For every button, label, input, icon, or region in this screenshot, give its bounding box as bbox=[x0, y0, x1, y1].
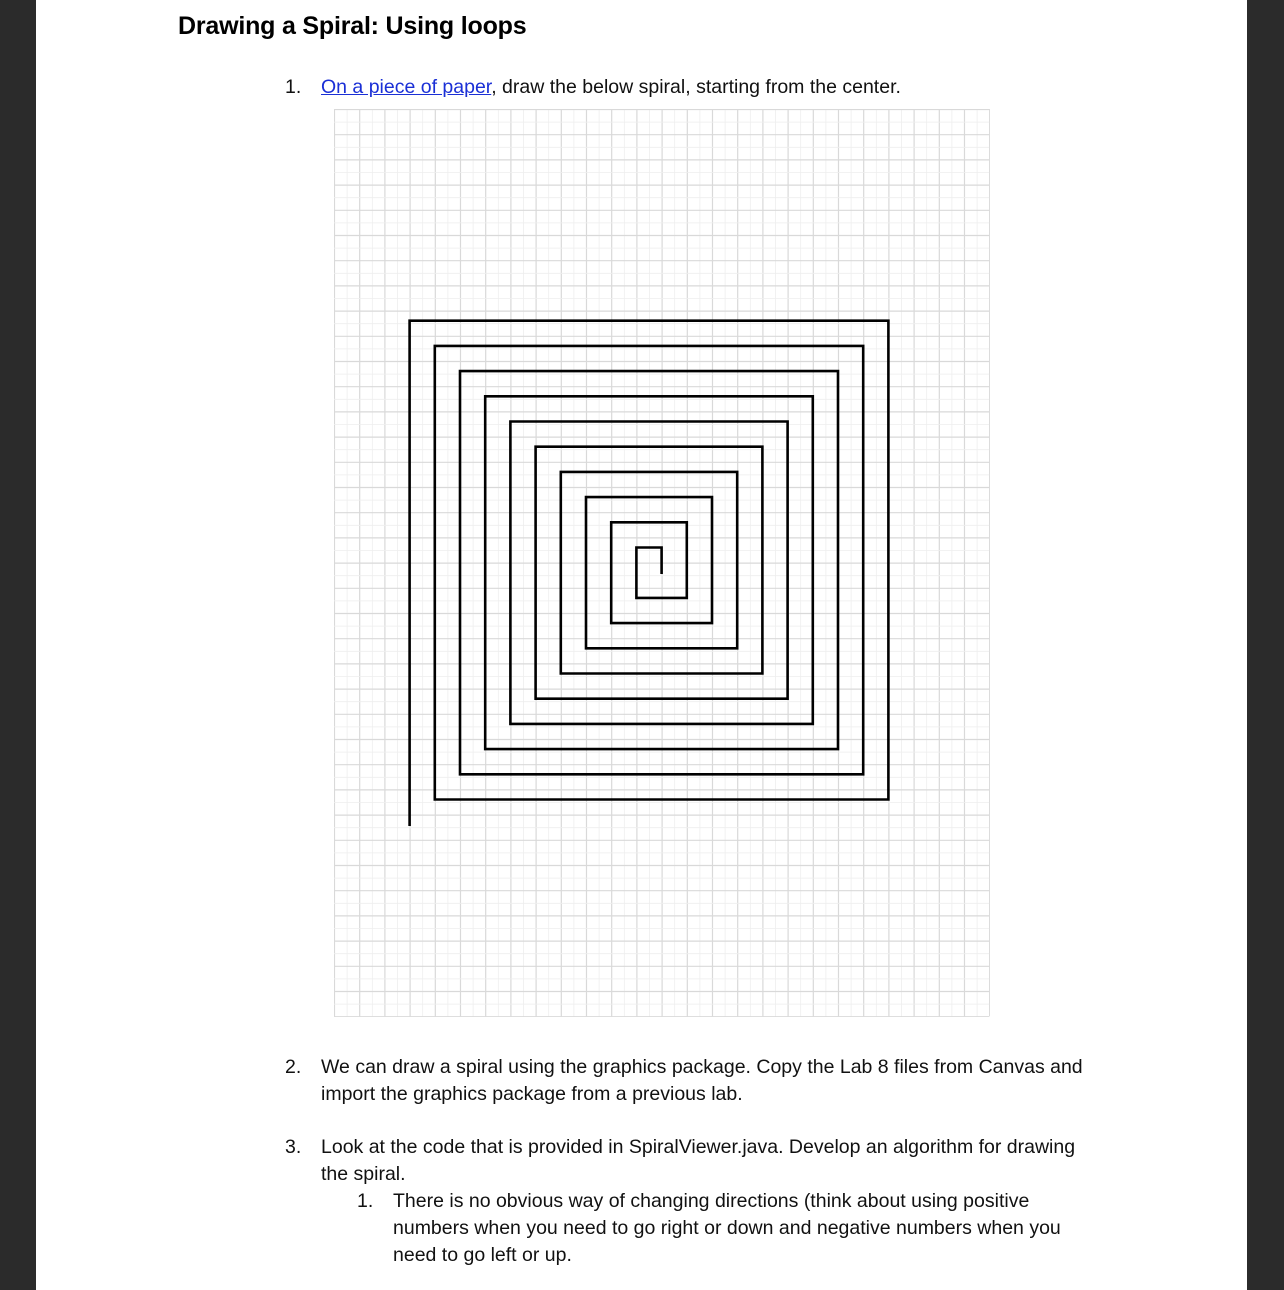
spiral-path bbox=[410, 321, 889, 825]
step-number: 3. bbox=[285, 1136, 302, 1158]
substep-line-1: There is no obvious way of changing directions (think about using positive bbox=[393, 1190, 1030, 1212]
substep-line-3: need to go left or up. bbox=[393, 1244, 572, 1266]
step-1-text-block bbox=[321, 74, 901, 101]
page-title: Drawing a Spiral: Using loops bbox=[178, 12, 527, 40]
step-number: 2. bbox=[285, 1056, 302, 1078]
document-page bbox=[36, 0, 1247, 1290]
graph-paper-figure bbox=[334, 109, 990, 1017]
step-3-line-2: the spiral. bbox=[321, 1163, 406, 1185]
substep-number: 1. bbox=[357, 1190, 374, 1212]
step-3-line-1: Look at the code that is provided in SpiralViewer.java. Develop an algorithm for drawing bbox=[321, 1136, 1076, 1158]
step-1-text: , draw the below spiral, starting from the center. bbox=[491, 76, 901, 98]
step-2-line-1: We can draw a spiral using the graphics package. Copy the Lab 8 files from Canvas and bbox=[321, 1056, 1083, 1078]
substep-line-2: numbers when you need to go right or down and negative numbers when you bbox=[393, 1217, 1061, 1239]
paper-link[interactable]: On a piece of paper bbox=[321, 76, 492, 98]
step-2-line-2: import the graphics package from a previous lab. bbox=[321, 1083, 743, 1105]
step-number: 1. bbox=[285, 76, 302, 98]
